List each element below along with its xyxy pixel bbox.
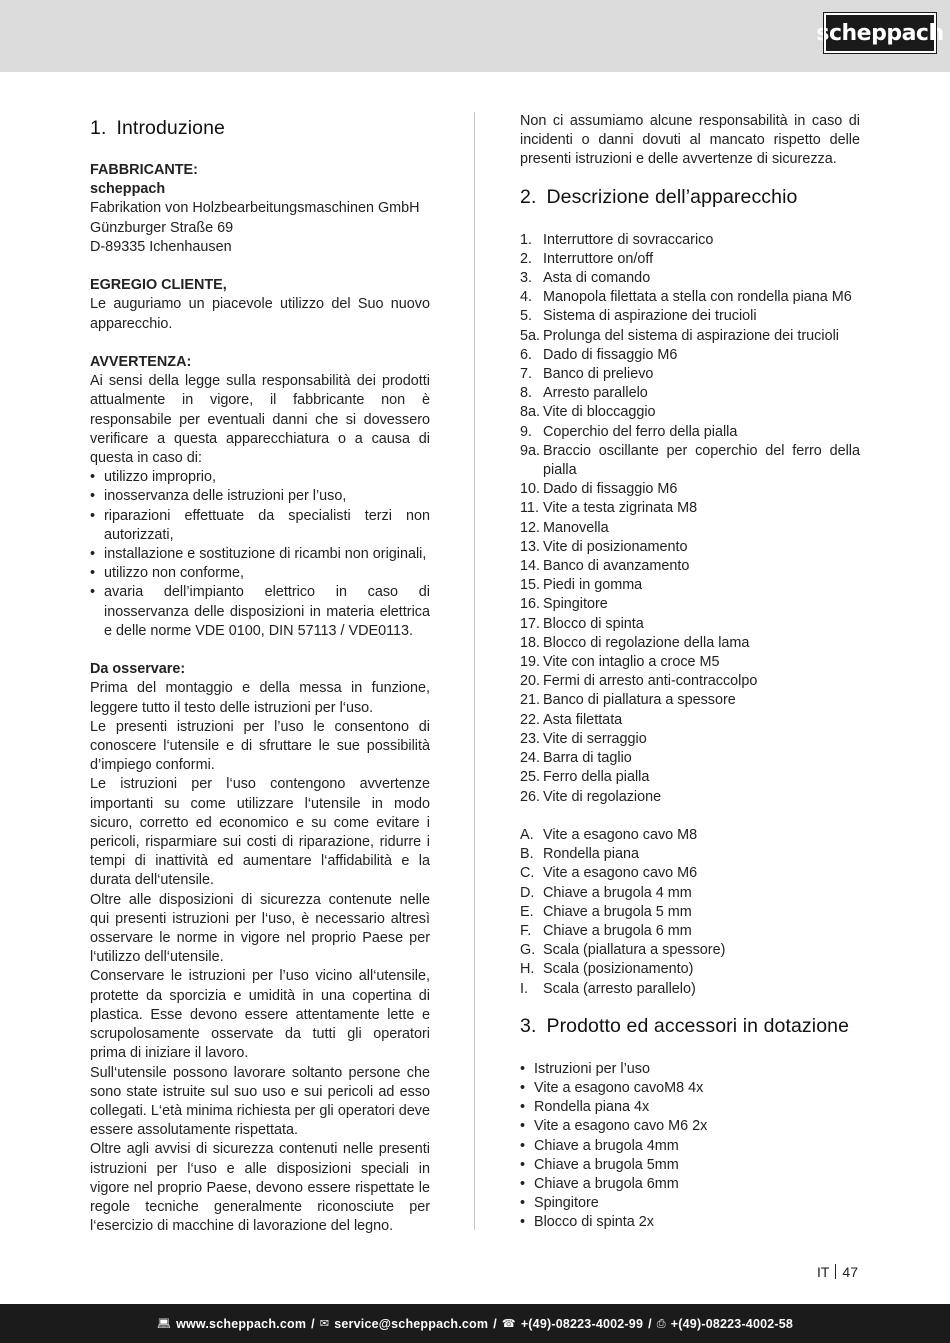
item-number: G. [520,942,536,959]
supplied-item: • Spingitore [520,1194,860,1213]
item-number: 7. [520,366,533,383]
item-text: Barra di taglio [543,750,632,767]
part-item [520,672,860,691]
fax-icon: ⎙ [656,1316,666,1330]
part-item [520,346,860,365]
item-text: Chiave a brugola 5 mm [543,903,692,920]
separator: / [493,1316,497,1331]
item-text: Vite di serraggio [543,730,647,747]
list-item: • riparazioni effettuate da specialisti terzi non autorizzati, [90,507,430,545]
warning-text: Ai sensi della legge sulla responsabilità dei prodotti attualmente in vigore, il fabbricante non è responsabile per eventuali danni che si dovessero verificare a questa apparecchiatura o a causa di questa in caso di: [90,373,430,467]
item-text: Scala (piallatura a spessore) [543,942,726,959]
section-number: 1. [90,117,107,139]
list-item: • utilizzo improprio, [90,468,430,487]
liability-text: Non ci assumiamo alcune responsabilità in caso di incidenti o danni dovuti al mancato rispetto delle presenti istruzioni e delle avvertenze di sicurezza. [520,113,860,168]
item-text: Dado di fissaggio M6 [543,346,678,363]
item-number: 16. [520,596,541,613]
section-3-title [520,1013,860,1039]
part-item [520,365,860,384]
customer-heading: EGREGIO CLIENTE, [90,277,227,294]
item-text: Arresto parallelo [543,385,648,402]
supplied-list [520,1060,860,1233]
supplied-item: • Chiave a brugola 4mm [520,1137,860,1156]
item-text: Interruttore on/off [543,250,654,267]
accessory-item [520,884,860,903]
supplied-item: • Vite a esagono cavoM8 4x [520,1079,860,1098]
item-text: Piedi in gomma [543,577,643,594]
part-item [520,499,860,518]
parts-list [520,231,860,807]
item-text: Scala (arresto parallelo) [543,980,696,997]
language-code: IT [816,1264,830,1280]
warning-list [90,468,430,641]
list-item: • avaria dell’impianto elettrico in caso di inosservanza delle disposizioni in materia elettrica e delle norme VDE 0100, DIN 57113 / VDE0113. [90,583,430,641]
item-text: Vite a testa zigrinata M8 [543,500,698,517]
item-text: Braccio oscillante per coperchio del ferro della pialla [543,442,860,479]
observe-paragraph: Conservare le istruzioni per l’uso vicino all‘utensile, protette da sporcizia e umidità in una copertina di plastica. Esse devono essere attentamente lette e scrupolosamente osservate da tutti gli operatori prima di iniziare il lavoro. [90,968,430,1062]
accessory-item [520,922,860,941]
item-text: Interruttore di sovraccarico [543,231,714,248]
item-text: Blocco di spinta [543,615,644,632]
item-number: 9a. [520,442,541,459]
list-item: • utilizzo non conforme, [90,564,430,583]
part-item [520,384,860,403]
item-number: 10. [520,481,541,498]
item-text: Asta di comando [543,270,651,287]
part-item [520,711,860,730]
section-number: 2. [520,185,537,208]
address-line: Günzburger Straße 69 [90,219,234,236]
item-number: 5. [520,308,533,325]
address-line: D-89335 Ichenhausen [90,238,232,255]
supplied-item: • Vite a esagono cavo M6 2x [520,1117,860,1136]
item-number: 17. [520,615,541,632]
phone-number[interactable]: +(49)-08223-4002-99 [520,1316,644,1331]
item-text: Prolunga del sistema di aspirazione dei trucioli [543,327,839,344]
website-link[interactable]: www.scheppach.com [176,1316,307,1331]
supplied-item: • Istruzioni per l’uso [520,1060,860,1079]
accessory-item [520,903,860,922]
footer-bar [0,1304,950,1343]
part-item [520,768,860,787]
part-item [520,231,860,250]
accessory-item [520,980,860,999]
item-text: Ferro della pialla [543,769,650,786]
accessory-item [520,941,860,960]
item-number: 11. [520,500,539,517]
part-item [520,576,860,595]
item-number: 19. [520,654,541,671]
section-title-text: Introduzione [116,117,225,139]
item-text: Banco di avanzamento [543,558,690,575]
observe-heading: Da osservare: [90,661,186,678]
item-text: Vite con intaglio a croce M5 [543,654,720,671]
item-number: 8. [520,385,533,402]
item-text: Scala (posizionamento) [543,961,694,978]
computer-icon: 💻︎ [156,1317,172,1330]
item-text: Fermi di arresto anti-contraccolpo [543,673,758,690]
separator [835,1264,836,1279]
section-title-text: Descrizione dell’apparecchio [546,185,798,208]
section-number: 3. [520,1014,537,1037]
item-text: Spingitore [543,596,608,613]
part-item [520,691,860,710]
item-number: 8a. [520,404,541,421]
warning-heading: AVVERTENZA: [90,354,192,370]
part-item [520,442,860,480]
part-item [520,327,860,346]
item-text: Rondella piana [543,846,640,863]
accessory-list [520,826,860,999]
address-line: Fabrikation von Holzbearbeitungsmaschinen GmbH [90,200,420,217]
item-number: 15. [520,577,541,594]
item-text: Blocco di regolazione della lama [543,634,750,651]
accessory-item [520,864,860,883]
part-item [520,653,860,672]
supplied-item: • Blocco di spinta 2x [520,1213,860,1232]
right-column [520,112,860,1233]
item-number: 26. [520,788,541,805]
observe-paragraph: Sull‘utensile possono lavorare soltanto persone che sono state istruite sul suo uso e sui pericoli ad esso collegati. L‘età minima richiesta per gli operatori deve essere assolutamente rispettata. [90,1064,430,1139]
item-number: I. [520,980,528,997]
item-number: 2. [520,250,533,267]
part-item [520,788,860,807]
scheppach-logo[interactable]: scheppach [824,13,936,53]
part-item [520,749,860,768]
item-number: 1. [520,231,533,248]
item-text: Dado di fissaggio M6 [543,481,678,498]
item-number: H. [520,961,535,978]
item-text: Manopola filettata a stella con rondella piana M6 [543,289,852,306]
supplied-item: • Chiave a brugola 5mm [520,1156,860,1175]
item-number: 25. [520,769,541,786]
part-item [520,288,860,307]
fax-number[interactable]: +(49)-08223-4002-58 [670,1316,794,1331]
separator: / [648,1316,652,1331]
item-number: 21. [520,692,541,709]
supplied-item: • Rondella piana 4x [520,1098,860,1117]
item-text: Vite di bloccaggio [543,404,656,421]
item-text: Coperchio del ferro della pialla [543,423,738,440]
separator: / [311,1316,315,1331]
accessory-item [520,960,860,979]
observe-paragraph: Prima del montaggio e della messa in funzione, leggere tutto il testo delle istruzioni per l‘uso. [90,680,430,716]
section-title-text: Prodotto ed accessori in dotazione [546,1014,850,1037]
part-item [520,595,860,614]
item-number: 24. [520,750,541,767]
item-text: Chiave a brugola 4 mm [543,884,692,901]
item-number: 22. [520,711,541,728]
observe-paragraph: Le presenti istruzioni per l’uso le consentono di conoscere l‘utensile e di sfruttare le sue possibilità d’impiego conformi. [90,718,430,774]
page-number [817,1264,858,1280]
item-text: Vite di posizionamento [543,538,688,555]
column-divider [474,112,475,1230]
part-item [520,403,860,422]
customer-text: Le auguriamo un piacevole utilizzo del Suo nuovo apparecchio. [90,296,430,332]
item-number: 3. [520,270,533,287]
email-link[interactable]: service@scheppach.com [334,1316,489,1331]
item-number: 20. [520,673,541,690]
envelope-icon: ✉︎ [319,1317,330,1330]
manufacturer-name: scheppach [90,181,166,198]
item-number: 14. [520,558,541,575]
section-2-title [520,184,860,210]
supplied-item: • Chiave a brugola 6mm [520,1175,860,1194]
page-number-value: 47 [842,1264,858,1280]
list-item: • inosservanza delle istruzioni per l’uso, [90,487,430,506]
item-number: 4. [520,289,533,306]
observe-paragraph: Oltre agli avvisi di sicurezza contenuti nelle presenti istruzioni per l‘uso e alle disposizioni speciali in vigore nel proprio Paese, devono essere rispettate le regole tecniche generalmente riconosciute per l‘esercizio di macchine di lavorazione del legno. [90,1141,430,1235]
accessory-item [520,845,860,864]
section-1-title [90,115,430,141]
item-text: Vite di regolazione [543,788,662,805]
left-column [90,112,430,1236]
part-item [520,538,860,557]
item-number: C. [520,865,535,882]
item-number: 18. [520,634,541,651]
part-item [520,519,860,538]
part-item [520,307,860,326]
item-text: Sistema di aspirazione dei trucioli [543,308,757,325]
item-number: 9. [520,423,533,440]
part-item [520,480,860,499]
item-text: Vite a esagono cavo M8 [543,826,698,843]
item-text: Chiave a brugola 6 mm [543,922,692,939]
part-item [520,269,860,288]
item-number: 23. [520,730,541,747]
header-bar [0,0,950,72]
item-text: Vite a esagono cavo M6 [543,865,698,882]
item-text: Asta filettata [543,711,623,728]
item-number: 6. [520,346,533,363]
part-item [520,634,860,653]
item-number: 13. [520,538,541,555]
item-number: 12. [520,519,541,536]
part-item [520,615,860,634]
item-number: B. [520,846,534,863]
part-item [520,557,860,576]
item-number: E. [520,903,534,920]
item-text: Manovella [543,519,609,536]
observe-paragraph: Le istruzioni per l‘uso contengono avvertenze importanti su come utilizzare l‘utensile in modo sicuro, corretto ed economico e su come evitare i pericoli, risparmiare sui costi di riparazione, ridurre i tempi di inattività ed aumentare l‘affidabilità e la durata dell‘utensile. [90,776,430,889]
observe-paragraph: Oltre alle disposizioni di sicurezza contenute nelle qui presenti istruzioni per l‘uso, è necessario altresì osservare le norme in vigore nel proprio Paese per l‘utilizzo dell‘utensile. [90,891,430,966]
part-item [520,730,860,749]
item-number: 5a. [520,327,541,344]
item-number: F. [520,922,532,939]
item-number: A. [520,826,534,843]
manufacturer-heading: FABBRICANTE: [90,162,198,178]
accessory-item [520,826,860,845]
part-item [520,250,860,269]
part-item [520,423,860,442]
item-text: Banco di prelievo [543,366,654,383]
item-number: D. [520,884,535,901]
telephone-icon: ☎︎ [501,1317,516,1330]
item-text: Banco di piallatura a spessore [543,692,736,709]
list-item: • installazione e sostituzione di ricambi non originali, [90,545,430,564]
